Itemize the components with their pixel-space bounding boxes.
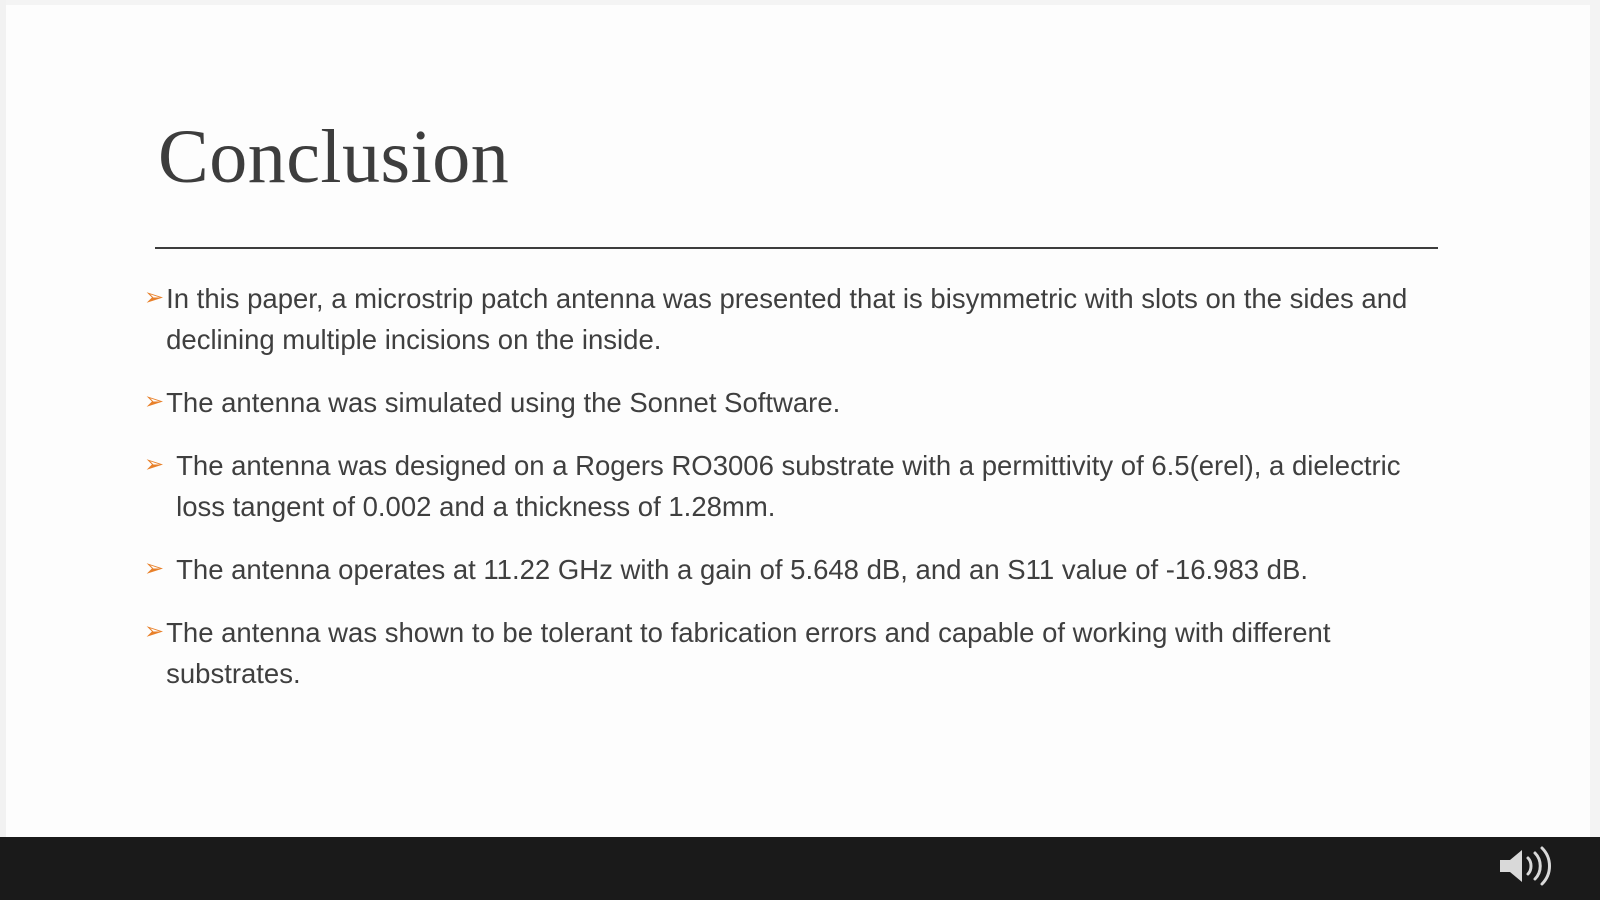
slide-edge-right	[1590, 0, 1600, 900]
slide-edge-top	[0, 0, 1600, 5]
list-item	[144, 549, 1444, 590]
list-item-text: The antenna was simulated using the Sonnet Software.	[166, 387, 841, 418]
arrow-bullet-icon: ➢	[144, 387, 165, 415]
arrow-bullet-icon: ➢	[144, 554, 165, 582]
arrow-bullet-icon: ➢	[144, 617, 165, 645]
list-item	[144, 382, 1444, 423]
list-item-text: The antenna was shown to be tolerant to fabrication errors and capable of working with different substrates.	[166, 617, 1331, 689]
list-item	[144, 612, 1444, 694]
list-item-text: The antenna operates at 11.22 GHz with a gain of 5.648 dB, and an S11 value of -16.983 dB.	[176, 554, 1308, 585]
speaker-icon[interactable]	[1496, 844, 1552, 888]
title-divider	[155, 247, 1438, 249]
list-item	[144, 445, 1444, 527]
slide-edge-left	[0, 0, 6, 900]
page-title: Conclusion	[158, 115, 510, 199]
list-item-text: The antenna was designed on a Rogers RO3006 substrate with a permittivity of 6.5(erel), a dielectric loss tangent of 0.002 and a thickness of 1.28mm.	[176, 450, 1401, 522]
bullet-list	[144, 278, 1444, 716]
arrow-bullet-icon: ➢	[144, 450, 165, 478]
list-item-text: In this paper, a microstrip patch antenna was presented that is bisymmetric with slots on the sides and declining multiple incisions on the inside.	[166, 283, 1408, 355]
footer-bar	[0, 837, 1600, 900]
list-item	[144, 278, 1444, 360]
arrow-bullet-icon: ➢	[144, 283, 165, 311]
